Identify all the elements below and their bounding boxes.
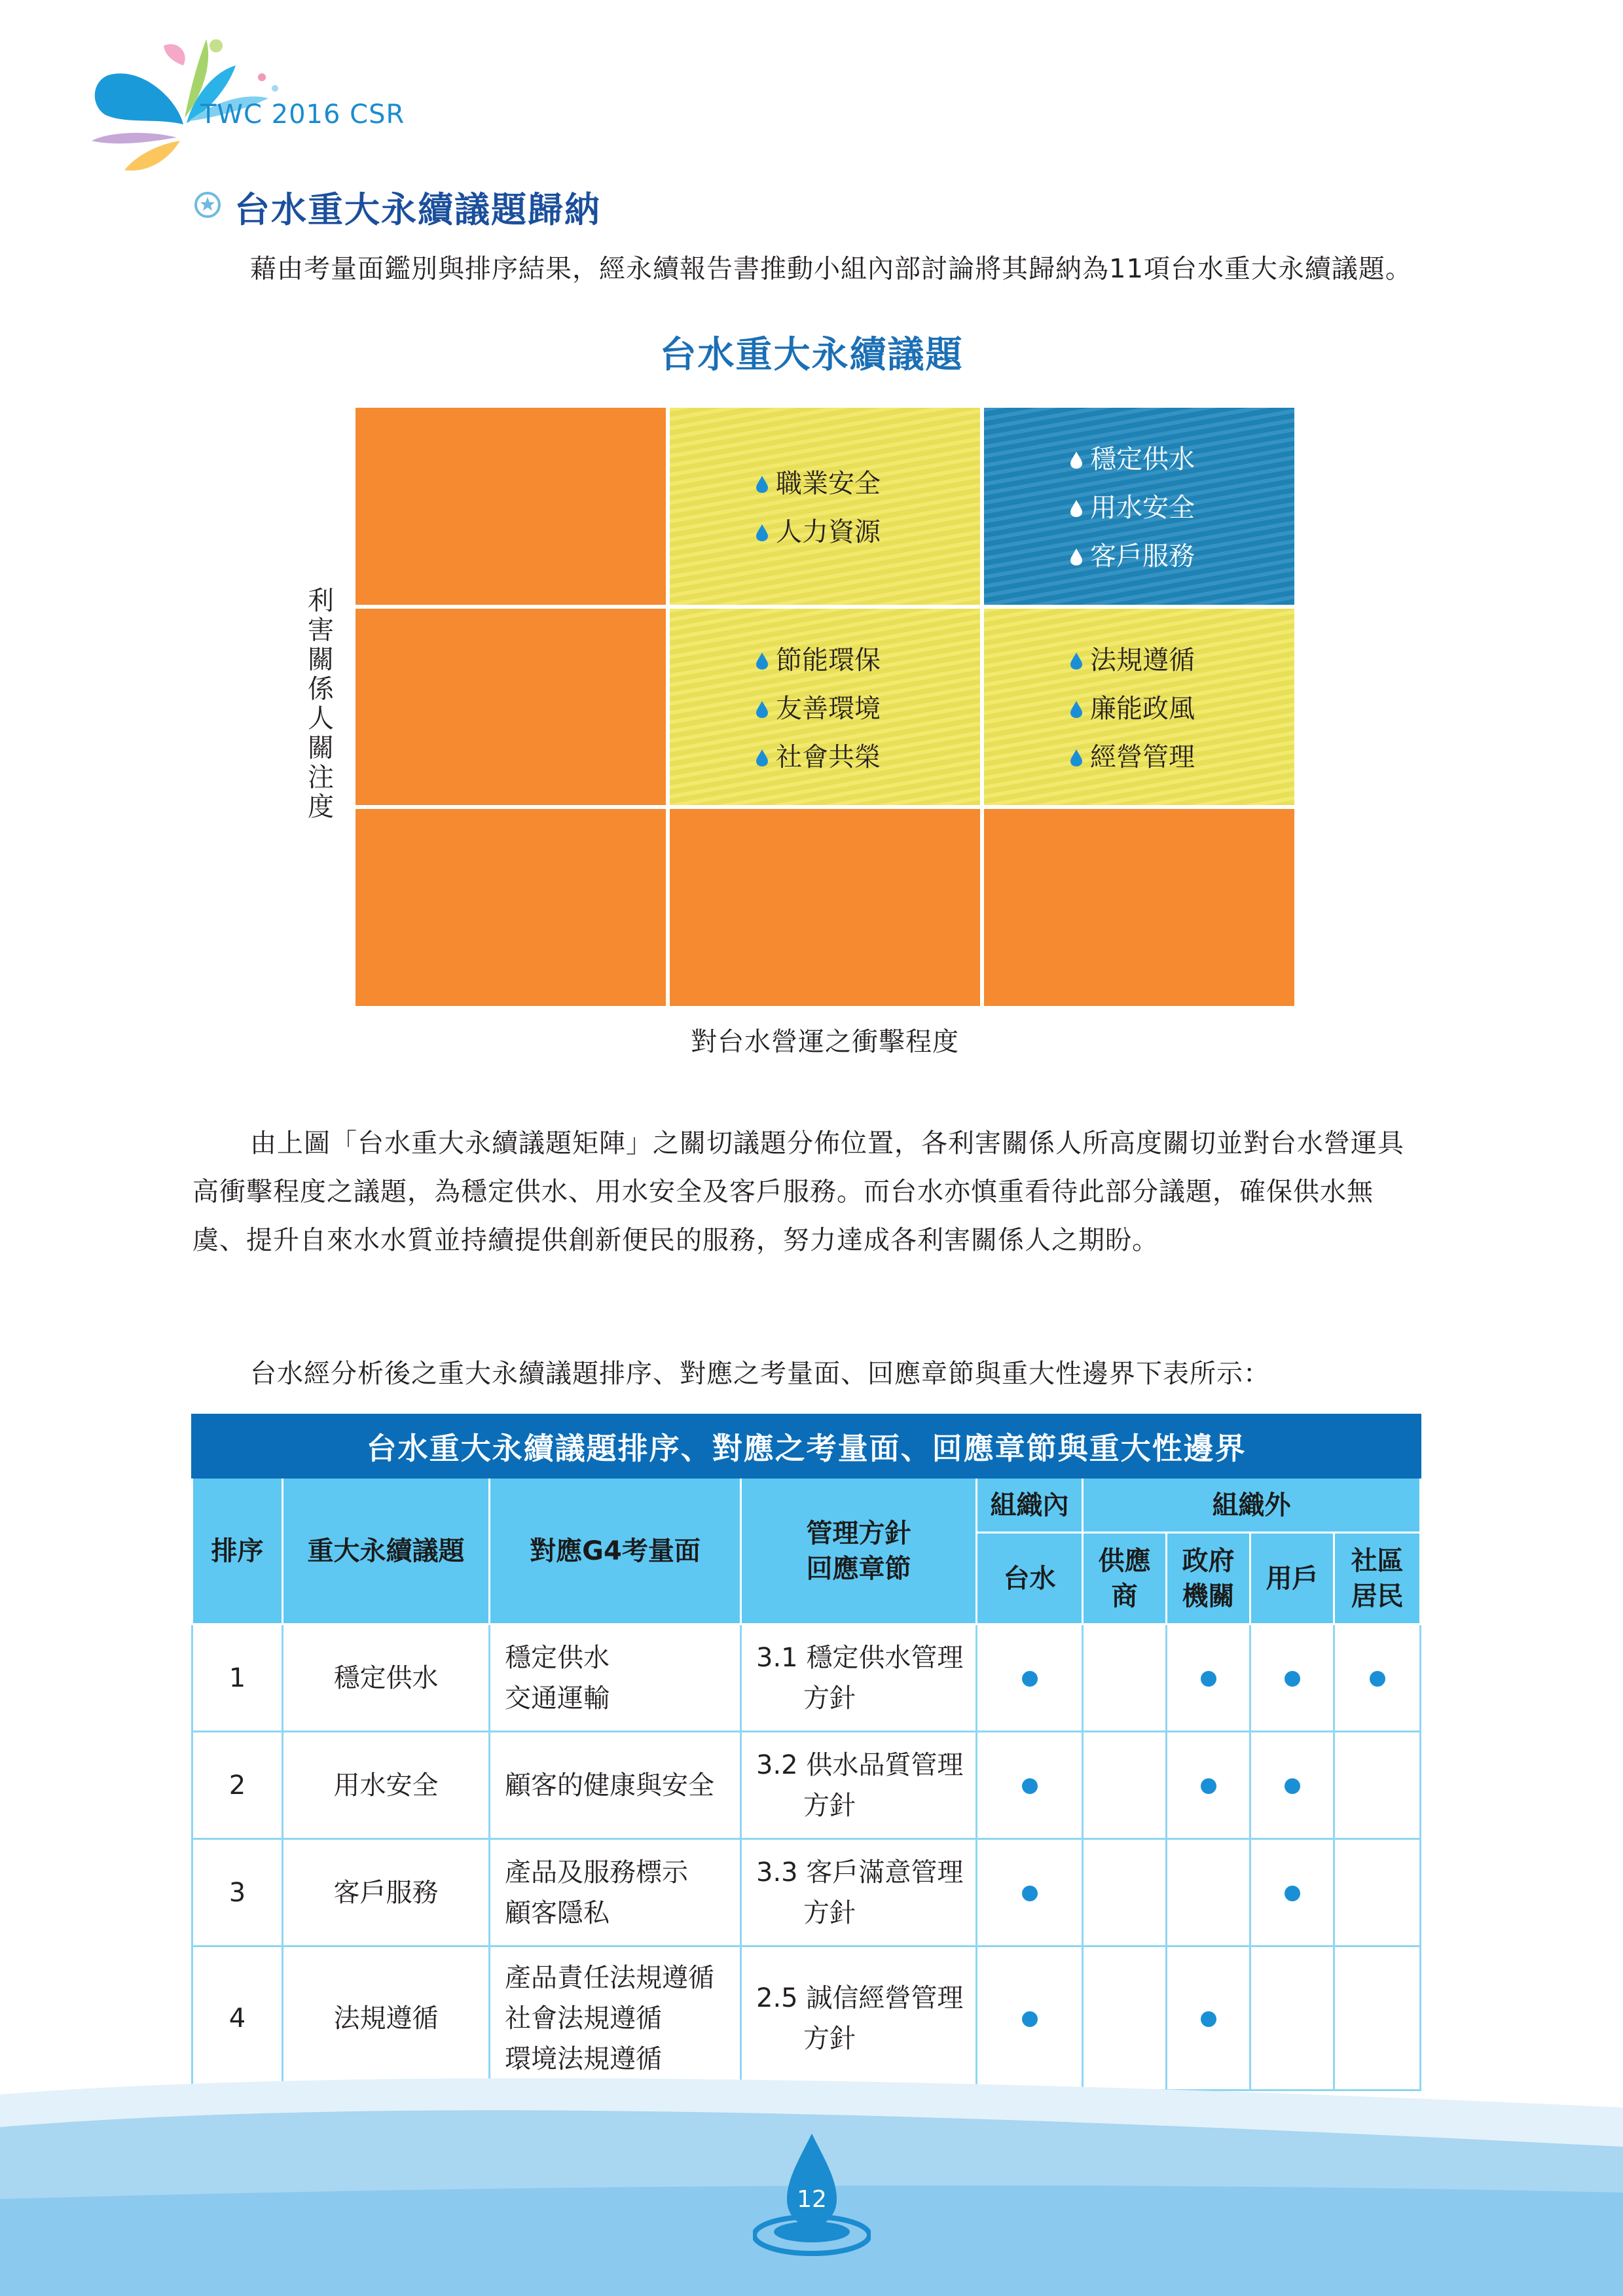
table-row xyxy=(192,1732,1421,1839)
table-intro-paragraph: 台水經分析後之重大永續議題排序、對應之考量面、回應章節與重大性邊界下表所示： xyxy=(250,1359,1270,1389)
matrix-issue-item xyxy=(1069,685,1294,733)
boundary-dot-icon xyxy=(1022,1886,1038,1901)
matrix-y-axis-label: 利 害 關 係 人 關 注 度 xyxy=(308,586,334,822)
matrix-issue-label: 節能環保 xyxy=(776,645,881,675)
header-chapter xyxy=(741,1478,977,1624)
matrix-issue-item xyxy=(1069,435,1294,484)
rank-value: 1 xyxy=(228,1662,246,1693)
material-issues-table xyxy=(191,1414,1421,2091)
header-community-line2: 居民 xyxy=(1351,1581,1404,1611)
matrix-issue-item xyxy=(755,459,980,508)
header-taiwater: 台水 xyxy=(977,1533,1083,1624)
aspect-cell xyxy=(490,1732,741,1839)
issue-cell xyxy=(283,1839,490,1946)
matrix-issue-item xyxy=(1069,532,1294,581)
matrix-cell-r3-c2 xyxy=(668,807,982,1008)
matrix-issue-item xyxy=(755,733,980,781)
boundary-taiwater-cell xyxy=(977,1624,1083,1732)
water-drop-icon xyxy=(755,524,769,542)
matrix-x-axis-label: 對台水營運之衝擊程度 xyxy=(691,1027,959,1057)
boundary-dot-icon xyxy=(1285,1886,1300,1901)
matrix-issue-label: 友善環境 xyxy=(776,693,881,724)
chapter-title: 供水品質管理 方針 xyxy=(803,1749,964,1821)
chapter-cell xyxy=(741,1839,977,1946)
water-drop-icon xyxy=(755,652,769,670)
water-drop-icon xyxy=(1069,548,1084,566)
logo-text: TWC 2016 CSR xyxy=(200,99,405,130)
boundary-dot-icon xyxy=(1370,1671,1385,1687)
matrix-cell-r3-c1 xyxy=(354,807,668,1008)
matrix-issue-label: 法規遵循 xyxy=(1090,645,1195,675)
boundary-government-cell xyxy=(1167,1732,1250,1839)
issue-cell xyxy=(283,1732,490,1839)
boundary-supplier-cell xyxy=(1083,1732,1167,1839)
boundary-taiwater-cell xyxy=(977,1732,1083,1839)
matrix-issue-label: 穩定供水 xyxy=(1090,444,1195,475)
chapter-cell xyxy=(741,1732,977,1839)
water-drop-icon xyxy=(1069,451,1084,469)
header-chapter-line1: 管理方針 xyxy=(806,1518,911,1549)
water-drop-icon xyxy=(1069,749,1084,767)
matrix-cell-r2-c2 xyxy=(668,607,982,808)
matrix-issue-item xyxy=(755,636,980,685)
boundary-dot-icon xyxy=(1201,1671,1216,1687)
boundary-community-cell xyxy=(1334,1839,1421,1946)
water-drop-icon xyxy=(1069,499,1084,518)
boundary-dot-icon xyxy=(1022,2011,1038,2027)
section-title: 台水重大永續議題歸納 xyxy=(234,189,601,230)
boundary-supplier-cell xyxy=(1083,1839,1167,1946)
water-drop-icon xyxy=(755,749,769,767)
matrix-issue-item xyxy=(1069,636,1294,685)
matrix-issue-item xyxy=(1069,484,1294,532)
header-community xyxy=(1334,1533,1421,1624)
water-drop-icon xyxy=(1069,652,1084,670)
matrix-issue-item xyxy=(755,508,980,556)
aspect-value: 產品及服務標示 xyxy=(505,1857,688,1888)
header-supplier-line1: 供應 xyxy=(1098,1545,1151,1576)
aspect-value: 顧客隱私 xyxy=(505,1897,610,1928)
boundary-supplier-cell xyxy=(1083,1624,1167,1732)
table-caption: 台水重大永續議題排序、對應之考量面、回應章節與重大性邊界 xyxy=(192,1415,1421,1478)
water-drop-icon xyxy=(1069,700,1084,719)
chapter-value xyxy=(756,1978,975,2059)
boundary-dot-icon xyxy=(1201,2011,1216,2027)
boundary-dot-icon xyxy=(1201,1778,1216,1794)
header-gov-line2: 機關 xyxy=(1182,1581,1235,1611)
aspect-value: 顧客的健康與安全 xyxy=(505,1770,714,1801)
chapter-value xyxy=(756,1852,975,1933)
chapter-number: 3.2 xyxy=(756,1749,798,1780)
matrix-issue-item xyxy=(1069,733,1294,781)
boundary-dot-icon xyxy=(1022,1671,1038,1687)
aspect-value: 交通運輸 xyxy=(505,1683,610,1713)
star-circle-icon xyxy=(194,191,221,219)
matrix-cell-r3-c3 xyxy=(982,807,1296,1008)
matrix-title: 台水重大永續議題 xyxy=(659,334,964,376)
chapter-title: 穩定供水管理 方針 xyxy=(803,1642,964,1713)
header-chapter-line2: 回應章節 xyxy=(806,1553,911,1584)
chapter-value xyxy=(756,1638,975,1719)
materiality-matrix xyxy=(354,406,1296,1008)
aspect-value: 產品責任法規遵循 xyxy=(505,1962,714,1993)
rank-value: 3 xyxy=(228,1877,246,1908)
aspect-value: 環境法規遵循 xyxy=(505,2043,662,2074)
matrix-explanation-paragraph: 由上圖「台水重大永續議題矩陣」之關切議題分佈位置，各利害關係人所高度關切並對台水營運具高衝擊程度之議題，為穩定供水、用水安全及客戶服務。而台水亦慎重看待此部分議題，確保供水無虞、提升自來水水質並持續提供創新便民的服務，努力達成各利害關係人之期盼。 xyxy=(192,1128,1404,1255)
matrix-issue-item xyxy=(755,685,980,733)
header-supplier xyxy=(1083,1533,1167,1624)
rank-cell xyxy=(192,1732,283,1839)
boundary-user-cell xyxy=(1250,1624,1334,1732)
header-issue: 重大永續議題 xyxy=(283,1478,490,1624)
issue-cell xyxy=(283,1624,490,1732)
header-gov-line1: 政府 xyxy=(1182,1545,1235,1576)
boundary-dot-icon xyxy=(1285,1778,1300,1794)
header-supplier-line2: 商 xyxy=(1111,1581,1138,1611)
table-row xyxy=(192,1624,1421,1732)
header-user: 用戶 xyxy=(1250,1533,1334,1624)
boundary-community-cell xyxy=(1334,1732,1421,1839)
header-community-line1: 社區 xyxy=(1351,1545,1404,1576)
rank-value: 4 xyxy=(228,2003,246,2034)
matrix-issue-label: 職業安全 xyxy=(776,469,881,499)
matrix-cell-r1-c1 xyxy=(354,406,668,607)
matrix-cell-r2-c3 xyxy=(982,607,1296,808)
aspect-value: 穩定供水 xyxy=(505,1642,610,1673)
matrix-issue-label: 廉能政風 xyxy=(1090,693,1195,724)
matrix-issue-label: 經營管理 xyxy=(1090,742,1195,772)
aspect-value: 社會法規遵循 xyxy=(505,2003,662,2034)
intro-paragraph: 藉由考量面鑑別與排序結果，經永續報告書推動小組內部討論將其歸納為11項台水重大永續議題。 xyxy=(250,254,1412,284)
header-government xyxy=(1167,1533,1250,1624)
chapter-title: 誠信經營管理 方針 xyxy=(803,1982,964,2054)
header-rank: 排序 xyxy=(192,1478,283,1624)
water-drop-icon xyxy=(755,475,769,493)
chapter-number: 3.3 xyxy=(756,1857,798,1888)
matrix-issue-label: 社會共榮 xyxy=(776,742,881,772)
chapter-number: 2.5 xyxy=(756,1982,798,2013)
water-drop-icon xyxy=(755,700,769,719)
matrix-issue-label: 人力資源 xyxy=(776,517,881,548)
table-body xyxy=(192,1624,1421,2090)
issue-value: 客戶服務 xyxy=(333,1877,439,1908)
rank-value: 2 xyxy=(228,1770,246,1801)
matrix-cell-r1-c3 xyxy=(982,406,1296,607)
header-external: 組織外 xyxy=(1083,1478,1421,1533)
aspect-cell xyxy=(490,1624,741,1732)
header-aspect: 對應G4考量面 xyxy=(490,1478,741,1624)
issue-value: 用水安全 xyxy=(333,1770,439,1801)
boundary-government-cell xyxy=(1167,1839,1250,1946)
table-row xyxy=(192,1839,1421,1946)
boundary-dot-icon xyxy=(1285,1671,1300,1687)
header-internal: 組織內 xyxy=(977,1478,1083,1533)
boundary-dot-icon xyxy=(1022,1778,1038,1794)
boundary-government-cell xyxy=(1167,1624,1250,1732)
page-number: 12 xyxy=(797,2186,827,2213)
aspect-cell xyxy=(490,1839,741,1946)
chapter-number: 3.1 xyxy=(756,1642,798,1673)
matrix-cell-r1-c2 xyxy=(668,406,982,607)
chapter-value xyxy=(756,1745,975,1826)
rank-cell xyxy=(192,1624,283,1732)
chapter-title: 客戶滿意管理 方針 xyxy=(803,1857,964,1928)
rank-cell xyxy=(192,1839,283,1946)
boundary-user-cell xyxy=(1250,1839,1334,1946)
chapter-cell xyxy=(741,1624,977,1732)
boundary-community-cell xyxy=(1334,1624,1421,1732)
matrix-issue-label: 用水安全 xyxy=(1090,493,1195,524)
matrix-issue-label: 客戶服務 xyxy=(1090,541,1195,572)
boundary-taiwater-cell xyxy=(977,1839,1083,1946)
matrix-cell-r2-c1 xyxy=(354,607,668,808)
issue-value: 法規遵循 xyxy=(333,2003,439,2034)
boundary-user-cell xyxy=(1250,1732,1334,1839)
issue-value: 穩定供水 xyxy=(333,1662,439,1693)
